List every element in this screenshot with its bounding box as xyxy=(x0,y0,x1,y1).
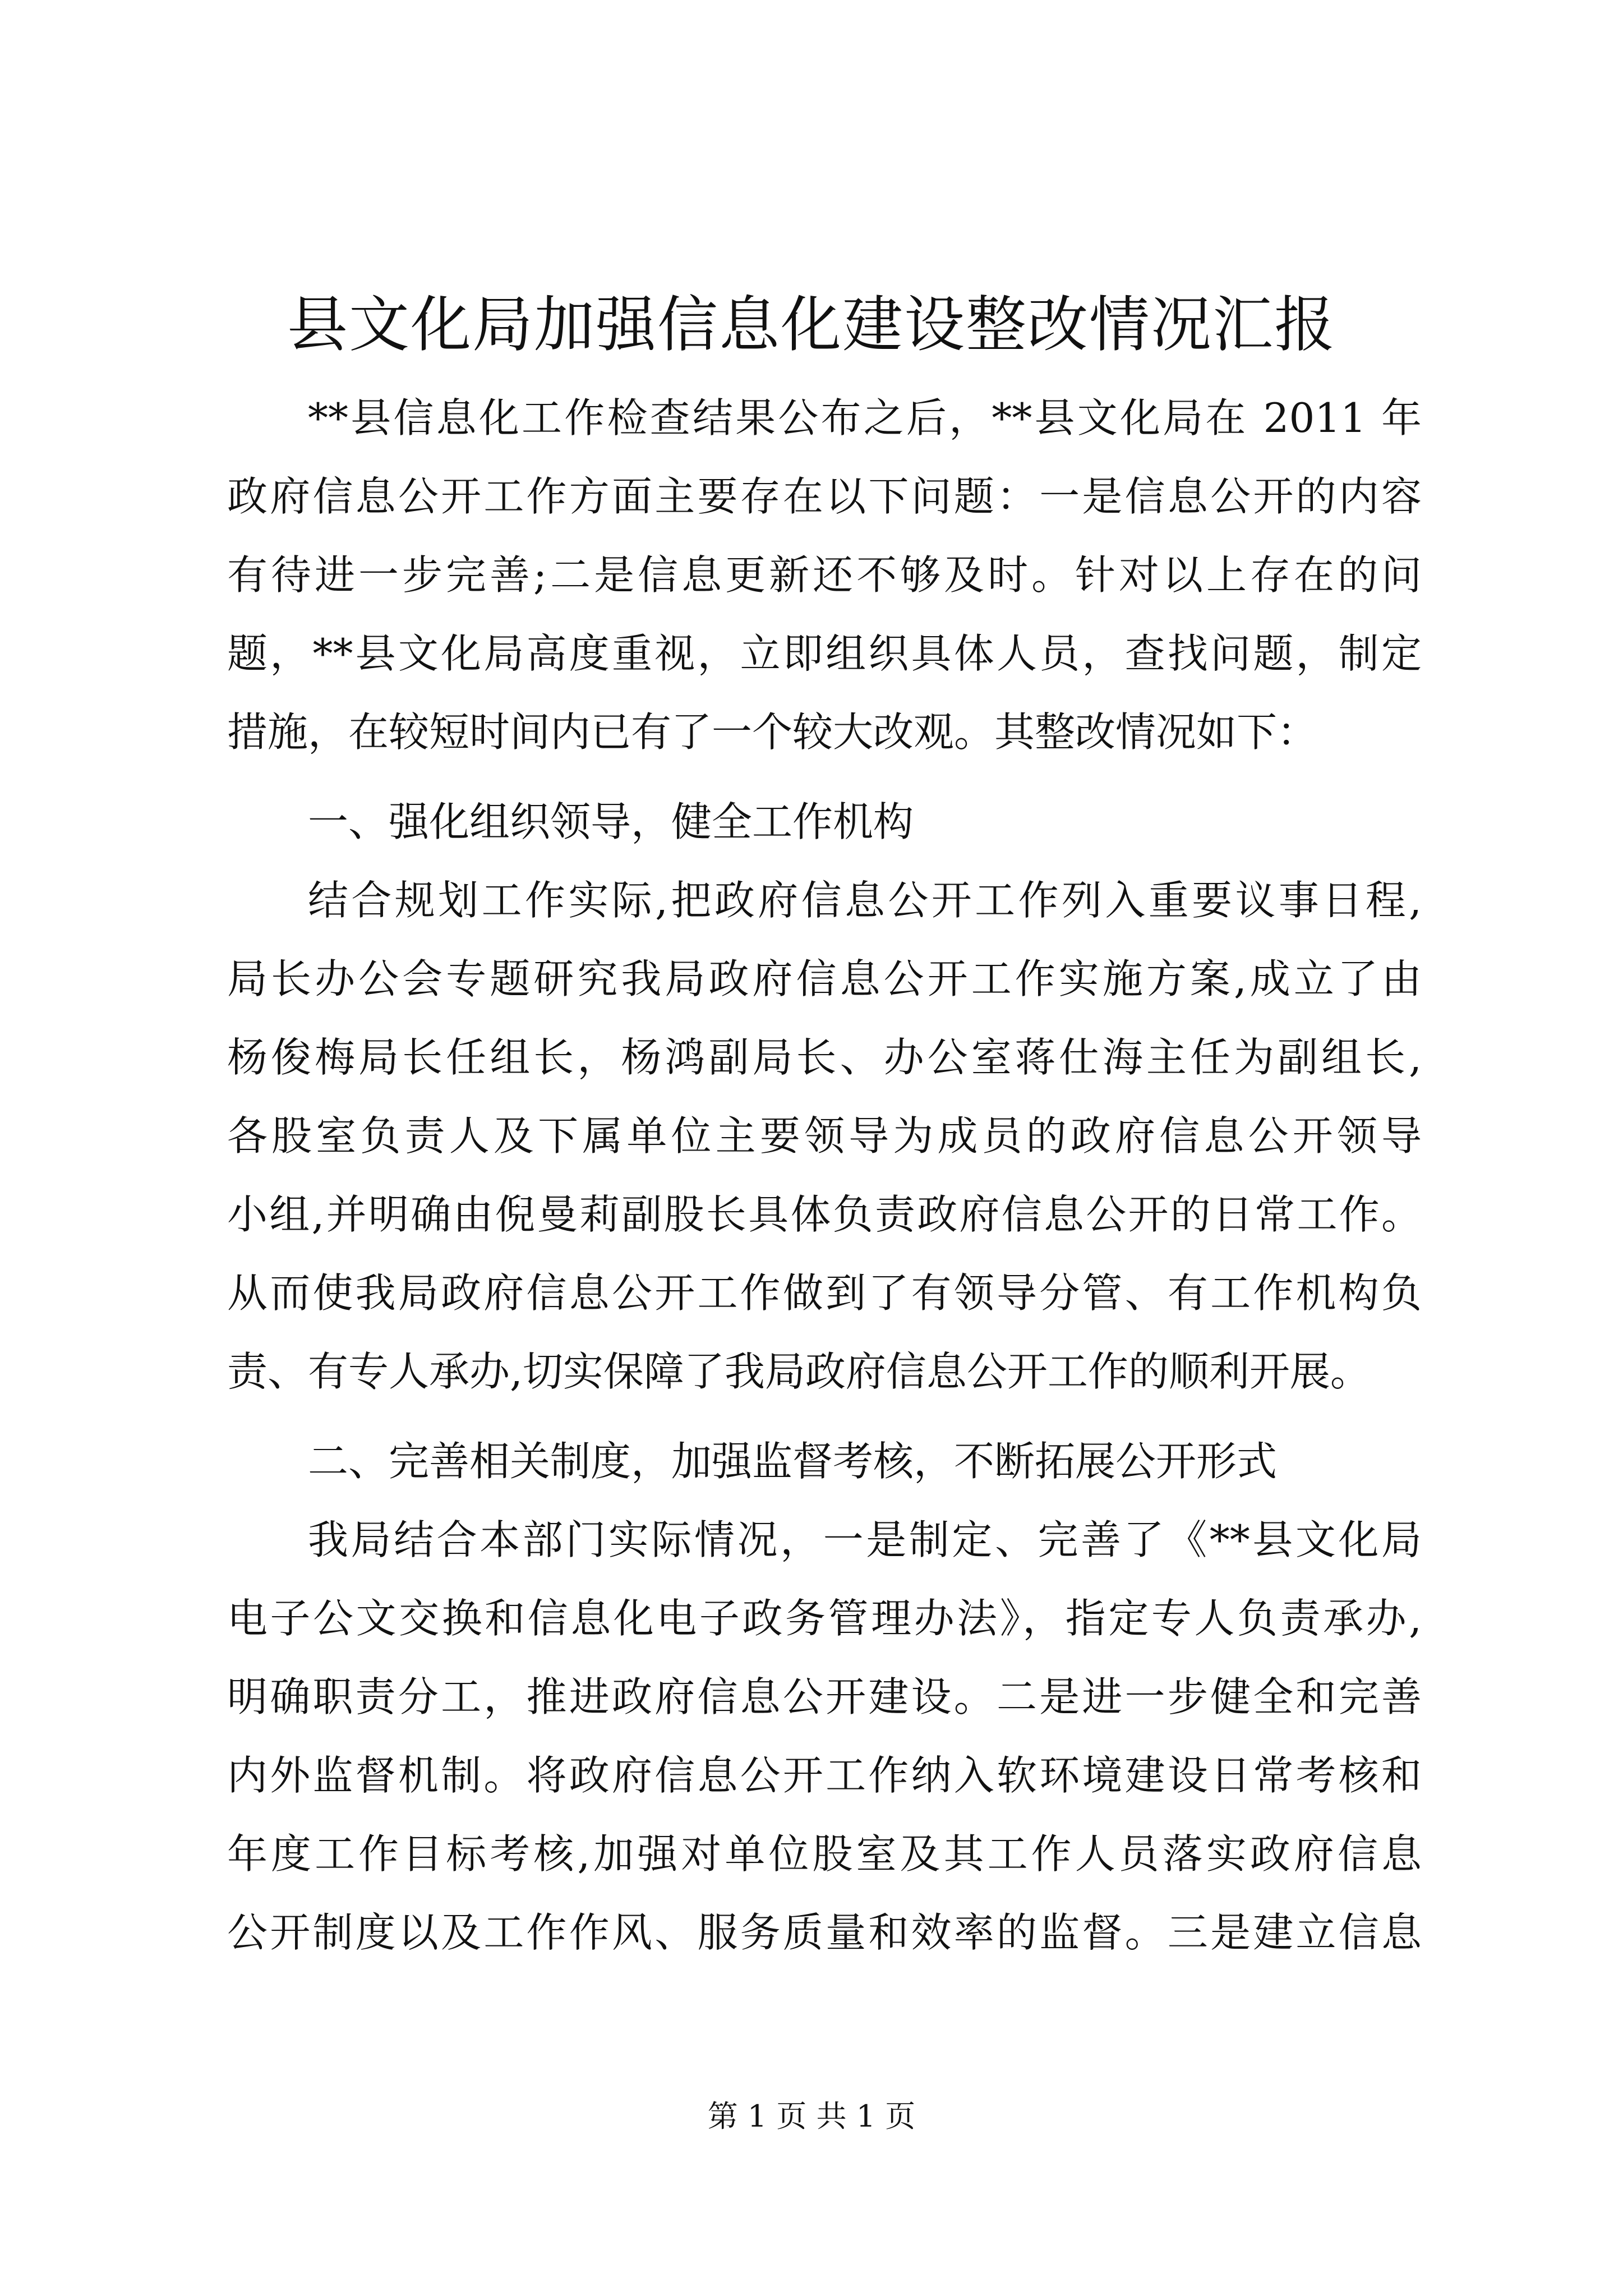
paragraph-line: 内外监督机制。将政府信息公开工作纳入软环境建设日常考核和 xyxy=(227,1752,1422,1799)
paragraph-line: 局长办公会专题研究我局政府信息公开工作实施方案,成立了由 xyxy=(227,955,1422,1002)
paragraph-line: 责、有专人承办,切实保障了我局政府信息公开工作的顺利开展。 xyxy=(227,1348,1371,1395)
paragraph-line: 杨俊梅局长任组长，杨鸿副局长、办公室蒋仕海主任为副组长, xyxy=(227,1034,1422,1081)
paragraph-line: 公开制度以及工作作风、服务质量和效率的监督。三是建立信息 xyxy=(227,1909,1422,1956)
section-heading: 二、完善相关制度，加强监督考核，不断拓展公开形式 xyxy=(308,1438,1278,1485)
page-footer: 第 1 页 共 1 页 xyxy=(707,2099,916,2134)
document-title: 县文化局加强信息化建设整改情况汇报 xyxy=(287,290,1336,360)
paragraph-line: 有待进一步完善;二是信息更新还不够及时。针对以上存在的问 xyxy=(227,551,1422,599)
paragraph-line: 我局结合本部门实际情况，一是制定、完善了《**县文化局 xyxy=(308,1516,1422,1563)
paragraph-line: 从而使我局政府信息公开工作做到了有领导分管、有工作机构负 xyxy=(227,1269,1422,1317)
paragraph-line: 明确职责分工，推进政府信息公开建设。二是进一步健全和完善 xyxy=(227,1673,1422,1720)
section-heading: 一、强化组织领导，健全工作机构 xyxy=(308,798,914,845)
paragraph-line: 题，**县文化局高度重视，立即组织具体人员，查找问题，制定 xyxy=(227,630,1422,677)
paragraph-line: 结合规划工作实际,把政府信息公开工作列入重要议事日程, xyxy=(308,877,1422,924)
paragraph-line: 小组,并明确由倪曼莉副股长具体负责政府信息公开的日常工作。 xyxy=(227,1191,1422,1238)
paragraph-line: 各股室负责人及下属单位主要领导为成员的政府信息公开领导 xyxy=(227,1112,1422,1159)
paragraph-line: 政府信息公开工作方面主要存在以下问题：一是信息公开的内容 xyxy=(227,473,1422,520)
paragraph-line: 电子公文交换和信息化电子政务管理办法》，指定专人负责承办, xyxy=(227,1595,1422,1642)
paragraph-line: 年度工作目标考核,加强对单位股室及其工作人员落实政府信息 xyxy=(227,1830,1422,1878)
paragraph-line: 措施，在较短时间内已有了一个较大改观。其整改情况如下： xyxy=(227,708,1318,756)
paragraph-line: **县信息化工作检查结果公布之后，**县文化局在 2011 年 xyxy=(308,394,1422,441)
